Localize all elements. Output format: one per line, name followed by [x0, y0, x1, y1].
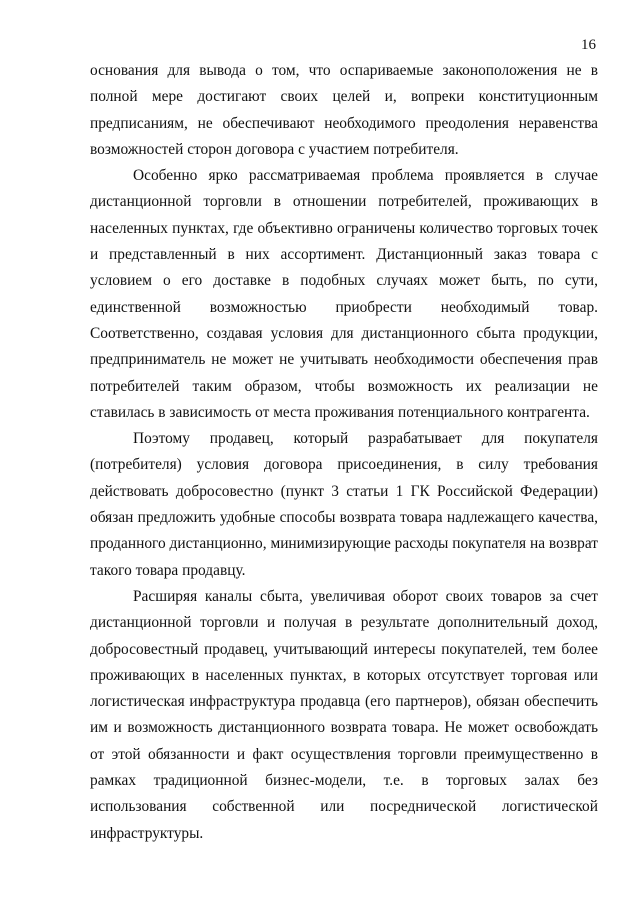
paragraph-sales-channels: Расширяя каналы сбыта, увеличивая оборот своих товаров за счет дистанционной торговли и получая в результате дополнительный доход, добросовестный продавец, учитывающий интересы покупателей, тем более проживающих в населенных пунктах, в которых отсутствует торговая или логистическая инфраструктура продавца (его партнеров), обязан обеспечить им и возможность дистанционного возврата товара. Не может освобождать от этой обязанности и факт осуществления торговли преимущественно в рамках традиционной бизнес-модели, т.е. в торговых залах без использования собственной или посреднической логистической инфраструктуры.: [90, 587, 598, 842]
paragraph-seller-obligation: Поэтому продавец, который разрабатывает для покупателя (потребителя) условия договора присоединения, в силу требования действовать добросовестно (пункт 3 статьи 1 ГК Российской Федерации) обязан предложить удобные способы возврата товара надлежащего качества, проданного дистанционно, минимизирующие расходы покупателя на возврат такого товара продавцу.: [90, 430, 598, 579]
page-number: 16: [581, 37, 596, 53]
paragraph-distance-trade: Особенно ярко рассматриваемая проблема проявляется в случае дистанционной торговли в отношении потребителей, проживающих в населенных пунктах, где объективно ограничены количество торговых точек и представленный в них ассортимент. Дистанционный заказ товара с условием о его доставке в подобных случаях может быть, по сути, единственной возможностью приобрести необходимый товар. Соответственно, создавая условия для дистанционного сбыта продукции, предприниматель не может не учитывать необходимости обеспечения прав потребителей таким образом, чтобы возможность их реализации не ставилась в зависимость от места проживания потенциального контрагента.: [90, 167, 598, 421]
document-body: [90, 58, 598, 847]
paragraph-continuation: основания для вывода о том, что оспариваемые законоположения не в полной мере достигают своих целей и, вопреки конституционным предписаниям, не обеспечивают необходимого преодоления неравенства возможностей сторон договора с участием потребителя.: [90, 62, 598, 158]
